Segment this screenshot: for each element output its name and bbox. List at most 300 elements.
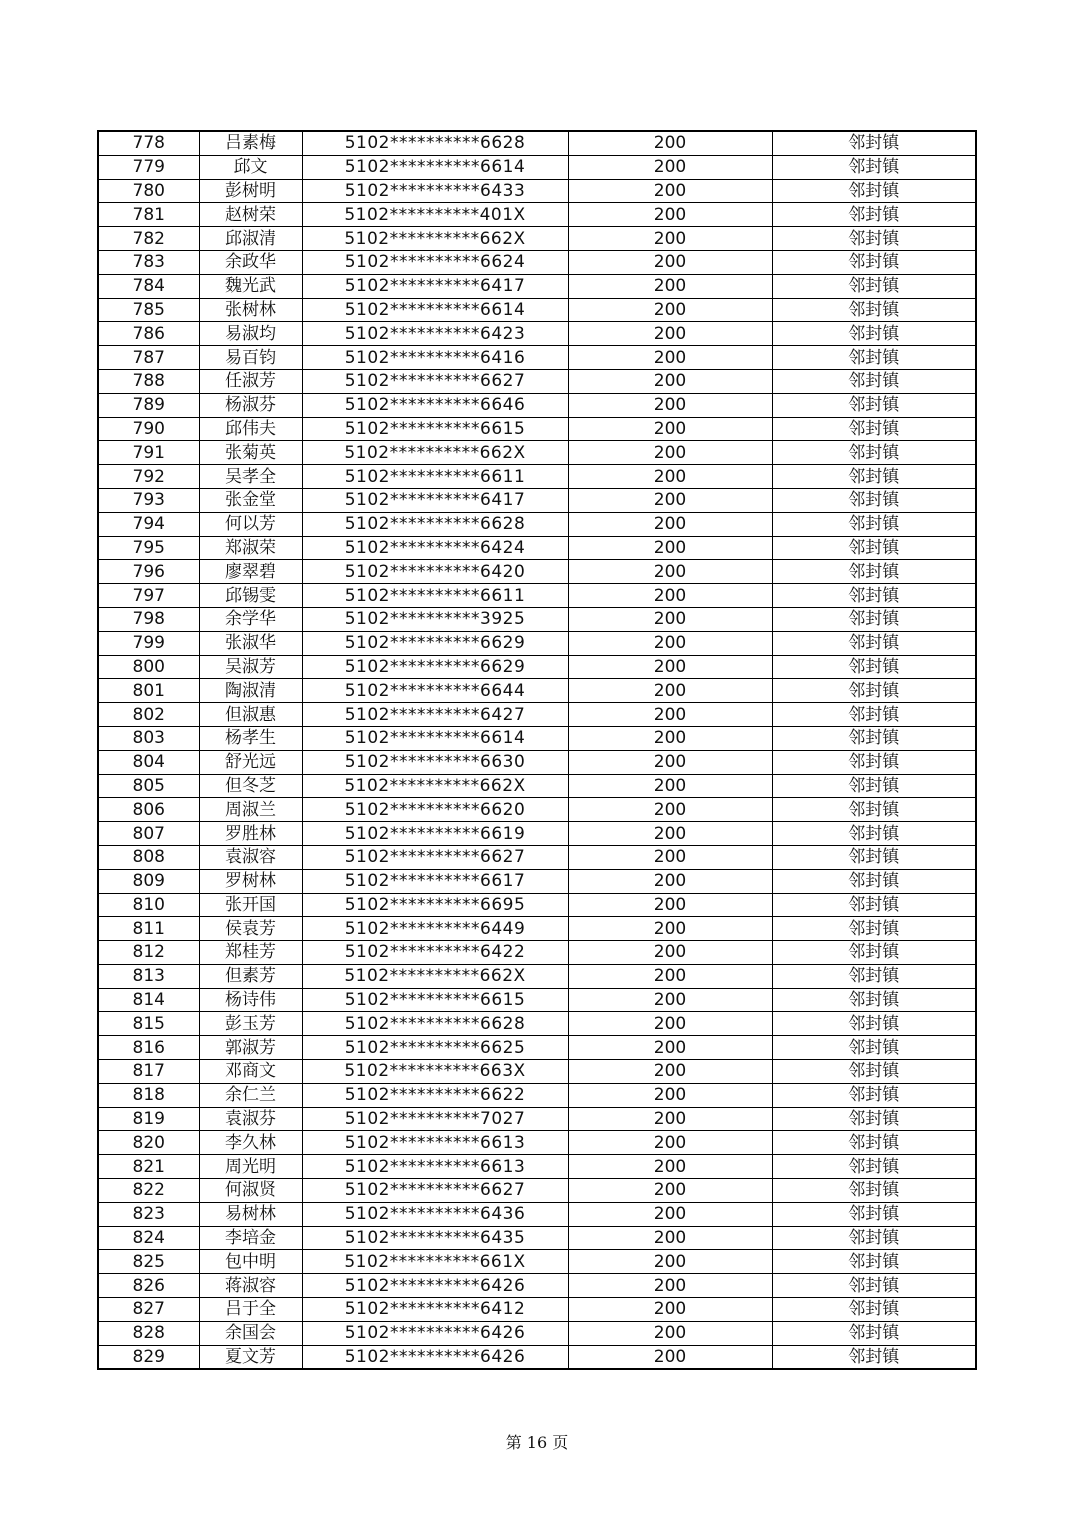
row-number-cell: 802 bbox=[98, 703, 199, 727]
name-cell: 余学华 bbox=[199, 607, 302, 631]
name-cell: 夏文芳 bbox=[199, 1345, 302, 1369]
row-number-cell: 829 bbox=[98, 1345, 199, 1369]
id-number-cell: 5102**********6412 bbox=[302, 1298, 568, 1322]
town-cell: 邻封镇 bbox=[772, 1321, 976, 1345]
name-cell: 周淑兰 bbox=[199, 798, 302, 822]
name-cell: 但冬芝 bbox=[199, 774, 302, 798]
id-number-cell: 5102**********6611 bbox=[302, 465, 568, 489]
name-cell: 何以芳 bbox=[199, 512, 302, 536]
table-row bbox=[98, 679, 976, 703]
town-cell: 邻封镇 bbox=[772, 679, 976, 703]
row-number-cell: 785 bbox=[98, 298, 199, 322]
table-row bbox=[98, 1131, 976, 1155]
id-number-cell: 5102**********6426 bbox=[302, 1274, 568, 1298]
table-row bbox=[98, 822, 976, 846]
row-number-cell: 804 bbox=[98, 750, 199, 774]
row-number-cell: 815 bbox=[98, 1012, 199, 1036]
id-number-cell: 5102**********662X bbox=[302, 227, 568, 251]
row-number-cell: 791 bbox=[98, 441, 199, 465]
town-cell: 邻封镇 bbox=[772, 274, 976, 298]
id-number-cell: 5102**********662X bbox=[302, 774, 568, 798]
town-cell: 邻封镇 bbox=[772, 893, 976, 917]
amount-cell: 200 bbox=[568, 393, 772, 417]
recipient-table bbox=[97, 130, 977, 1370]
row-number-cell: 813 bbox=[98, 964, 199, 988]
table-row bbox=[98, 131, 976, 155]
amount-cell: 200 bbox=[568, 1202, 772, 1226]
amount-cell: 200 bbox=[568, 227, 772, 251]
id-number-cell: 5102**********6629 bbox=[302, 631, 568, 655]
row-number-cell: 820 bbox=[98, 1131, 199, 1155]
table-row bbox=[98, 1155, 976, 1179]
town-cell: 邻封镇 bbox=[772, 441, 976, 465]
table-body bbox=[98, 131, 976, 1369]
town-cell: 邻封镇 bbox=[772, 988, 976, 1012]
town-cell: 邻封镇 bbox=[772, 1107, 976, 1131]
id-number-cell: 5102**********663X bbox=[302, 1060, 568, 1084]
amount-cell: 200 bbox=[568, 298, 772, 322]
amount-cell: 200 bbox=[568, 1250, 772, 1274]
name-cell: 郭淑芳 bbox=[199, 1036, 302, 1060]
name-cell: 舒光远 bbox=[199, 750, 302, 774]
id-number-cell: 5102**********6644 bbox=[302, 679, 568, 703]
town-cell: 邻封镇 bbox=[772, 1274, 976, 1298]
table-row bbox=[98, 631, 976, 655]
name-cell: 张淑华 bbox=[199, 631, 302, 655]
name-cell: 廖翠碧 bbox=[199, 560, 302, 584]
table-row bbox=[98, 988, 976, 1012]
table-row bbox=[98, 1345, 976, 1369]
amount-cell: 200 bbox=[568, 369, 772, 393]
amount-cell: 200 bbox=[568, 822, 772, 846]
amount-cell: 200 bbox=[568, 1060, 772, 1084]
name-cell: 罗胜林 bbox=[199, 822, 302, 846]
amount-cell: 200 bbox=[568, 560, 772, 584]
row-number-cell: 800 bbox=[98, 655, 199, 679]
row-number-cell: 812 bbox=[98, 941, 199, 965]
table-row bbox=[98, 179, 976, 203]
town-cell: 邻封镇 bbox=[772, 417, 976, 441]
table-row bbox=[98, 893, 976, 917]
amount-cell: 200 bbox=[568, 1155, 772, 1179]
table-row bbox=[98, 584, 976, 608]
table-row bbox=[98, 203, 976, 227]
id-number-cell: 5102**********6424 bbox=[302, 536, 568, 560]
table-row bbox=[98, 1060, 976, 1084]
id-number-cell: 5102**********6614 bbox=[302, 298, 568, 322]
name-cell: 彭玉芳 bbox=[199, 1012, 302, 1036]
town-cell: 邻封镇 bbox=[772, 1131, 976, 1155]
town-cell: 邻封镇 bbox=[772, 1036, 976, 1060]
amount-cell: 200 bbox=[568, 1036, 772, 1060]
row-number-cell: 783 bbox=[98, 250, 199, 274]
name-cell: 邱锡雯 bbox=[199, 584, 302, 608]
town-cell: 邻封镇 bbox=[772, 512, 976, 536]
name-cell: 张金堂 bbox=[199, 488, 302, 512]
id-number-cell: 5102**********6628 bbox=[302, 1012, 568, 1036]
amount-cell: 200 bbox=[568, 584, 772, 608]
name-cell: 赵树荣 bbox=[199, 203, 302, 227]
name-cell: 李培金 bbox=[199, 1226, 302, 1250]
amount-cell: 200 bbox=[568, 774, 772, 798]
name-cell: 邓商文 bbox=[199, 1060, 302, 1084]
name-cell: 吕于全 bbox=[199, 1298, 302, 1322]
town-cell: 邻封镇 bbox=[772, 298, 976, 322]
town-cell: 邻封镇 bbox=[772, 1060, 976, 1084]
row-number-cell: 821 bbox=[98, 1155, 199, 1179]
name-cell: 杨孝生 bbox=[199, 726, 302, 750]
table-row bbox=[98, 1107, 976, 1131]
amount-cell: 200 bbox=[568, 869, 772, 893]
table-row bbox=[98, 1179, 976, 1203]
town-cell: 邻封镇 bbox=[772, 1202, 976, 1226]
name-cell: 邱伟夫 bbox=[199, 417, 302, 441]
row-number-cell: 810 bbox=[98, 893, 199, 917]
amount-cell: 200 bbox=[568, 679, 772, 703]
table-row bbox=[98, 250, 976, 274]
amount-cell: 200 bbox=[568, 1274, 772, 1298]
name-cell: 侯袁芳 bbox=[199, 917, 302, 941]
table-row bbox=[98, 369, 976, 393]
amount-cell: 200 bbox=[568, 131, 772, 155]
town-cell: 邻封镇 bbox=[772, 536, 976, 560]
table-row bbox=[98, 798, 976, 822]
table-row bbox=[98, 1202, 976, 1226]
name-cell: 余政华 bbox=[199, 250, 302, 274]
name-cell: 魏光武 bbox=[199, 274, 302, 298]
id-number-cell: 5102**********6615 bbox=[302, 417, 568, 441]
row-number-cell: 781 bbox=[98, 203, 199, 227]
table-row bbox=[98, 655, 976, 679]
amount-cell: 200 bbox=[568, 703, 772, 727]
id-number-cell: 5102**********6433 bbox=[302, 179, 568, 203]
row-number-cell: 818 bbox=[98, 1083, 199, 1107]
id-number-cell: 5102**********6620 bbox=[302, 798, 568, 822]
amount-cell: 200 bbox=[568, 1321, 772, 1345]
name-cell: 李久林 bbox=[199, 1131, 302, 1155]
amount-cell: 200 bbox=[568, 1298, 772, 1322]
table-row bbox=[98, 941, 976, 965]
table-row bbox=[98, 703, 976, 727]
town-cell: 邻封镇 bbox=[772, 1298, 976, 1322]
table-row bbox=[98, 346, 976, 370]
row-number-cell: 797 bbox=[98, 584, 199, 608]
table-row bbox=[98, 845, 976, 869]
table-row bbox=[98, 488, 976, 512]
town-cell: 邻封镇 bbox=[772, 631, 976, 655]
amount-cell: 200 bbox=[568, 322, 772, 346]
row-number-cell: 794 bbox=[98, 512, 199, 536]
town-cell: 邻封镇 bbox=[772, 941, 976, 965]
id-number-cell: 5102**********6614 bbox=[302, 726, 568, 750]
name-cell: 张菊英 bbox=[199, 441, 302, 465]
amount-cell: 200 bbox=[568, 1012, 772, 1036]
name-cell: 郑淑荣 bbox=[199, 536, 302, 560]
table-row bbox=[98, 1012, 976, 1036]
id-number-cell: 5102**********6417 bbox=[302, 488, 568, 512]
table-row bbox=[98, 560, 976, 584]
row-number-cell: 782 bbox=[98, 227, 199, 251]
row-number-cell: 807 bbox=[98, 822, 199, 846]
name-cell: 包中明 bbox=[199, 1250, 302, 1274]
table-row bbox=[98, 869, 976, 893]
amount-cell: 200 bbox=[568, 655, 772, 679]
row-number-cell: 803 bbox=[98, 726, 199, 750]
table-row bbox=[98, 1083, 976, 1107]
table-row bbox=[98, 536, 976, 560]
id-number-cell: 5102**********7027 bbox=[302, 1107, 568, 1131]
name-cell: 张开国 bbox=[199, 893, 302, 917]
town-cell: 邻封镇 bbox=[772, 655, 976, 679]
table-row bbox=[98, 393, 976, 417]
town-cell: 邻封镇 bbox=[772, 393, 976, 417]
table-row bbox=[98, 1298, 976, 1322]
town-cell: 邻封镇 bbox=[772, 917, 976, 941]
name-cell: 张树林 bbox=[199, 298, 302, 322]
id-number-cell: 5102**********6629 bbox=[302, 655, 568, 679]
amount-cell: 200 bbox=[568, 798, 772, 822]
name-cell: 吕素梅 bbox=[199, 131, 302, 155]
table-row bbox=[98, 964, 976, 988]
name-cell: 吴淑芳 bbox=[199, 655, 302, 679]
name-cell: 郑桂芳 bbox=[199, 941, 302, 965]
id-number-cell: 5102**********6417 bbox=[302, 274, 568, 298]
name-cell: 杨诗伟 bbox=[199, 988, 302, 1012]
id-number-cell: 5102**********6630 bbox=[302, 750, 568, 774]
row-number-cell: 795 bbox=[98, 536, 199, 560]
amount-cell: 200 bbox=[568, 179, 772, 203]
amount-cell: 200 bbox=[568, 1226, 772, 1250]
id-number-cell: 5102**********6416 bbox=[302, 346, 568, 370]
amount-cell: 200 bbox=[568, 512, 772, 536]
row-number-cell: 828 bbox=[98, 1321, 199, 1345]
town-cell: 邻封镇 bbox=[772, 227, 976, 251]
name-cell: 周光明 bbox=[199, 1155, 302, 1179]
id-number-cell: 5102**********6628 bbox=[302, 131, 568, 155]
amount-cell: 200 bbox=[568, 845, 772, 869]
town-cell: 邻封镇 bbox=[772, 798, 976, 822]
name-cell: 彭树明 bbox=[199, 179, 302, 203]
amount-cell: 200 bbox=[568, 203, 772, 227]
id-number-cell: 5102**********662X bbox=[302, 441, 568, 465]
amount-cell: 200 bbox=[568, 941, 772, 965]
table-row bbox=[98, 1226, 976, 1250]
amount-cell: 200 bbox=[568, 1131, 772, 1155]
town-cell: 邻封镇 bbox=[772, 750, 976, 774]
amount-cell: 200 bbox=[568, 1345, 772, 1369]
id-number-cell: 5102**********401X bbox=[302, 203, 568, 227]
amount-cell: 200 bbox=[568, 750, 772, 774]
row-number-cell: 816 bbox=[98, 1036, 199, 1060]
name-cell: 任淑芳 bbox=[199, 369, 302, 393]
row-number-cell: 793 bbox=[98, 488, 199, 512]
table-row bbox=[98, 441, 976, 465]
row-number-cell: 826 bbox=[98, 1274, 199, 1298]
amount-cell: 200 bbox=[568, 1083, 772, 1107]
table-row bbox=[98, 417, 976, 441]
amount-cell: 200 bbox=[568, 250, 772, 274]
amount-cell: 200 bbox=[568, 631, 772, 655]
id-number-cell: 5102**********6627 bbox=[302, 845, 568, 869]
name-cell: 邱淑清 bbox=[199, 227, 302, 251]
id-number-cell: 5102**********6435 bbox=[302, 1226, 568, 1250]
row-number-cell: 819 bbox=[98, 1107, 199, 1131]
amount-cell: 200 bbox=[568, 488, 772, 512]
table-row bbox=[98, 774, 976, 798]
town-cell: 邻封镇 bbox=[772, 346, 976, 370]
id-number-cell: 5102**********6420 bbox=[302, 560, 568, 584]
town-cell: 邻封镇 bbox=[772, 1226, 976, 1250]
amount-cell: 200 bbox=[568, 893, 772, 917]
name-cell: 邱文 bbox=[199, 155, 302, 179]
amount-cell: 200 bbox=[568, 155, 772, 179]
row-number-cell: 778 bbox=[98, 131, 199, 155]
town-cell: 邻封镇 bbox=[772, 584, 976, 608]
row-number-cell: 805 bbox=[98, 774, 199, 798]
row-number-cell: 787 bbox=[98, 346, 199, 370]
table-row bbox=[98, 465, 976, 489]
town-cell: 邻封镇 bbox=[772, 964, 976, 988]
town-cell: 邻封镇 bbox=[772, 1155, 976, 1179]
row-number-cell: 798 bbox=[98, 607, 199, 631]
row-number-cell: 827 bbox=[98, 1298, 199, 1322]
id-number-cell: 5102**********6622 bbox=[302, 1083, 568, 1107]
id-number-cell: 5102**********6614 bbox=[302, 155, 568, 179]
town-cell: 邻封镇 bbox=[772, 845, 976, 869]
id-number-cell: 5102**********6619 bbox=[302, 822, 568, 846]
id-number-cell: 5102**********6613 bbox=[302, 1131, 568, 1155]
name-cell: 陶淑清 bbox=[199, 679, 302, 703]
town-cell: 邻封镇 bbox=[772, 250, 976, 274]
row-number-cell: 814 bbox=[98, 988, 199, 1012]
name-cell: 余国会 bbox=[199, 1321, 302, 1345]
table-row bbox=[98, 917, 976, 941]
id-number-cell: 5102**********6625 bbox=[302, 1036, 568, 1060]
id-number-cell: 5102**********6449 bbox=[302, 917, 568, 941]
row-number-cell: 799 bbox=[98, 631, 199, 655]
amount-cell: 200 bbox=[568, 274, 772, 298]
town-cell: 邻封镇 bbox=[772, 1345, 976, 1369]
row-number-cell: 823 bbox=[98, 1202, 199, 1226]
amount-cell: 200 bbox=[568, 964, 772, 988]
row-number-cell: 779 bbox=[98, 155, 199, 179]
town-cell: 邻封镇 bbox=[772, 131, 976, 155]
town-cell: 邻封镇 bbox=[772, 155, 976, 179]
town-cell: 邻封镇 bbox=[772, 822, 976, 846]
row-number-cell: 792 bbox=[98, 465, 199, 489]
amount-cell: 200 bbox=[568, 1179, 772, 1203]
id-number-cell: 5102**********6617 bbox=[302, 869, 568, 893]
table-row bbox=[98, 750, 976, 774]
id-number-cell: 5102**********6613 bbox=[302, 1155, 568, 1179]
name-cell: 蒋淑容 bbox=[199, 1274, 302, 1298]
town-cell: 邻封镇 bbox=[772, 560, 976, 584]
row-number-cell: 808 bbox=[98, 845, 199, 869]
name-cell: 但淑惠 bbox=[199, 703, 302, 727]
table-row bbox=[98, 726, 976, 750]
amount-cell: 200 bbox=[568, 441, 772, 465]
amount-cell: 200 bbox=[568, 1107, 772, 1131]
id-number-cell: 5102**********6611 bbox=[302, 584, 568, 608]
row-number-cell: 817 bbox=[98, 1060, 199, 1084]
amount-cell: 200 bbox=[568, 536, 772, 560]
page-number: 第 16 页 bbox=[505, 1433, 569, 1452]
id-number-cell: 5102**********6422 bbox=[302, 941, 568, 965]
town-cell: 邻封镇 bbox=[772, 1012, 976, 1036]
table-row bbox=[98, 298, 976, 322]
name-cell: 罗树林 bbox=[199, 869, 302, 893]
town-cell: 邻封镇 bbox=[772, 369, 976, 393]
id-number-cell: 5102**********6624 bbox=[302, 250, 568, 274]
table-row bbox=[98, 512, 976, 536]
table-row bbox=[98, 274, 976, 298]
amount-cell: 200 bbox=[568, 988, 772, 1012]
id-number-cell: 5102**********6426 bbox=[302, 1321, 568, 1345]
row-number-cell: 789 bbox=[98, 393, 199, 417]
id-number-cell: 5102**********6427 bbox=[302, 703, 568, 727]
amount-cell: 200 bbox=[568, 465, 772, 489]
table-row bbox=[98, 1274, 976, 1298]
name-cell: 吴孝全 bbox=[199, 465, 302, 489]
town-cell: 邻封镇 bbox=[772, 179, 976, 203]
name-cell: 袁淑容 bbox=[199, 845, 302, 869]
town-cell: 邻封镇 bbox=[772, 1250, 976, 1274]
id-number-cell: 5102**********661X bbox=[302, 1250, 568, 1274]
town-cell: 邻封镇 bbox=[772, 203, 976, 227]
table-row bbox=[98, 1036, 976, 1060]
row-number-cell: 784 bbox=[98, 274, 199, 298]
row-number-cell: 790 bbox=[98, 417, 199, 441]
town-cell: 邻封镇 bbox=[772, 465, 976, 489]
table-row bbox=[98, 322, 976, 346]
town-cell: 邻封镇 bbox=[772, 322, 976, 346]
table-row bbox=[98, 155, 976, 179]
row-number-cell: 780 bbox=[98, 179, 199, 203]
name-cell: 易淑均 bbox=[199, 322, 302, 346]
town-cell: 邻封镇 bbox=[772, 488, 976, 512]
id-number-cell: 5102**********6426 bbox=[302, 1345, 568, 1369]
id-number-cell: 5102**********6627 bbox=[302, 1179, 568, 1203]
row-number-cell: 809 bbox=[98, 869, 199, 893]
name-cell: 易树林 bbox=[199, 1202, 302, 1226]
name-cell: 但素芳 bbox=[199, 964, 302, 988]
table-row bbox=[98, 607, 976, 631]
amount-cell: 200 bbox=[568, 417, 772, 441]
town-cell: 邻封镇 bbox=[772, 1083, 976, 1107]
row-number-cell: 824 bbox=[98, 1226, 199, 1250]
name-cell: 余仁兰 bbox=[199, 1083, 302, 1107]
name-cell: 何淑贤 bbox=[199, 1179, 302, 1203]
id-number-cell: 5102**********6436 bbox=[302, 1202, 568, 1226]
table-row bbox=[98, 1250, 976, 1274]
town-cell: 邻封镇 bbox=[772, 703, 976, 727]
id-number-cell: 5102**********6695 bbox=[302, 893, 568, 917]
id-number-cell: 5102**********3925 bbox=[302, 607, 568, 631]
row-number-cell: 822 bbox=[98, 1179, 199, 1203]
town-cell: 邻封镇 bbox=[772, 726, 976, 750]
name-cell: 袁淑芬 bbox=[199, 1107, 302, 1131]
row-number-cell: 786 bbox=[98, 322, 199, 346]
id-number-cell: 5102**********6423 bbox=[302, 322, 568, 346]
town-cell: 邻封镇 bbox=[772, 607, 976, 631]
amount-cell: 200 bbox=[568, 346, 772, 370]
name-cell: 易百钧 bbox=[199, 346, 302, 370]
row-number-cell: 801 bbox=[98, 679, 199, 703]
row-number-cell: 796 bbox=[98, 560, 199, 584]
table-row bbox=[98, 227, 976, 251]
name-cell: 杨淑芬 bbox=[199, 393, 302, 417]
id-number-cell: 5102**********662X bbox=[302, 964, 568, 988]
